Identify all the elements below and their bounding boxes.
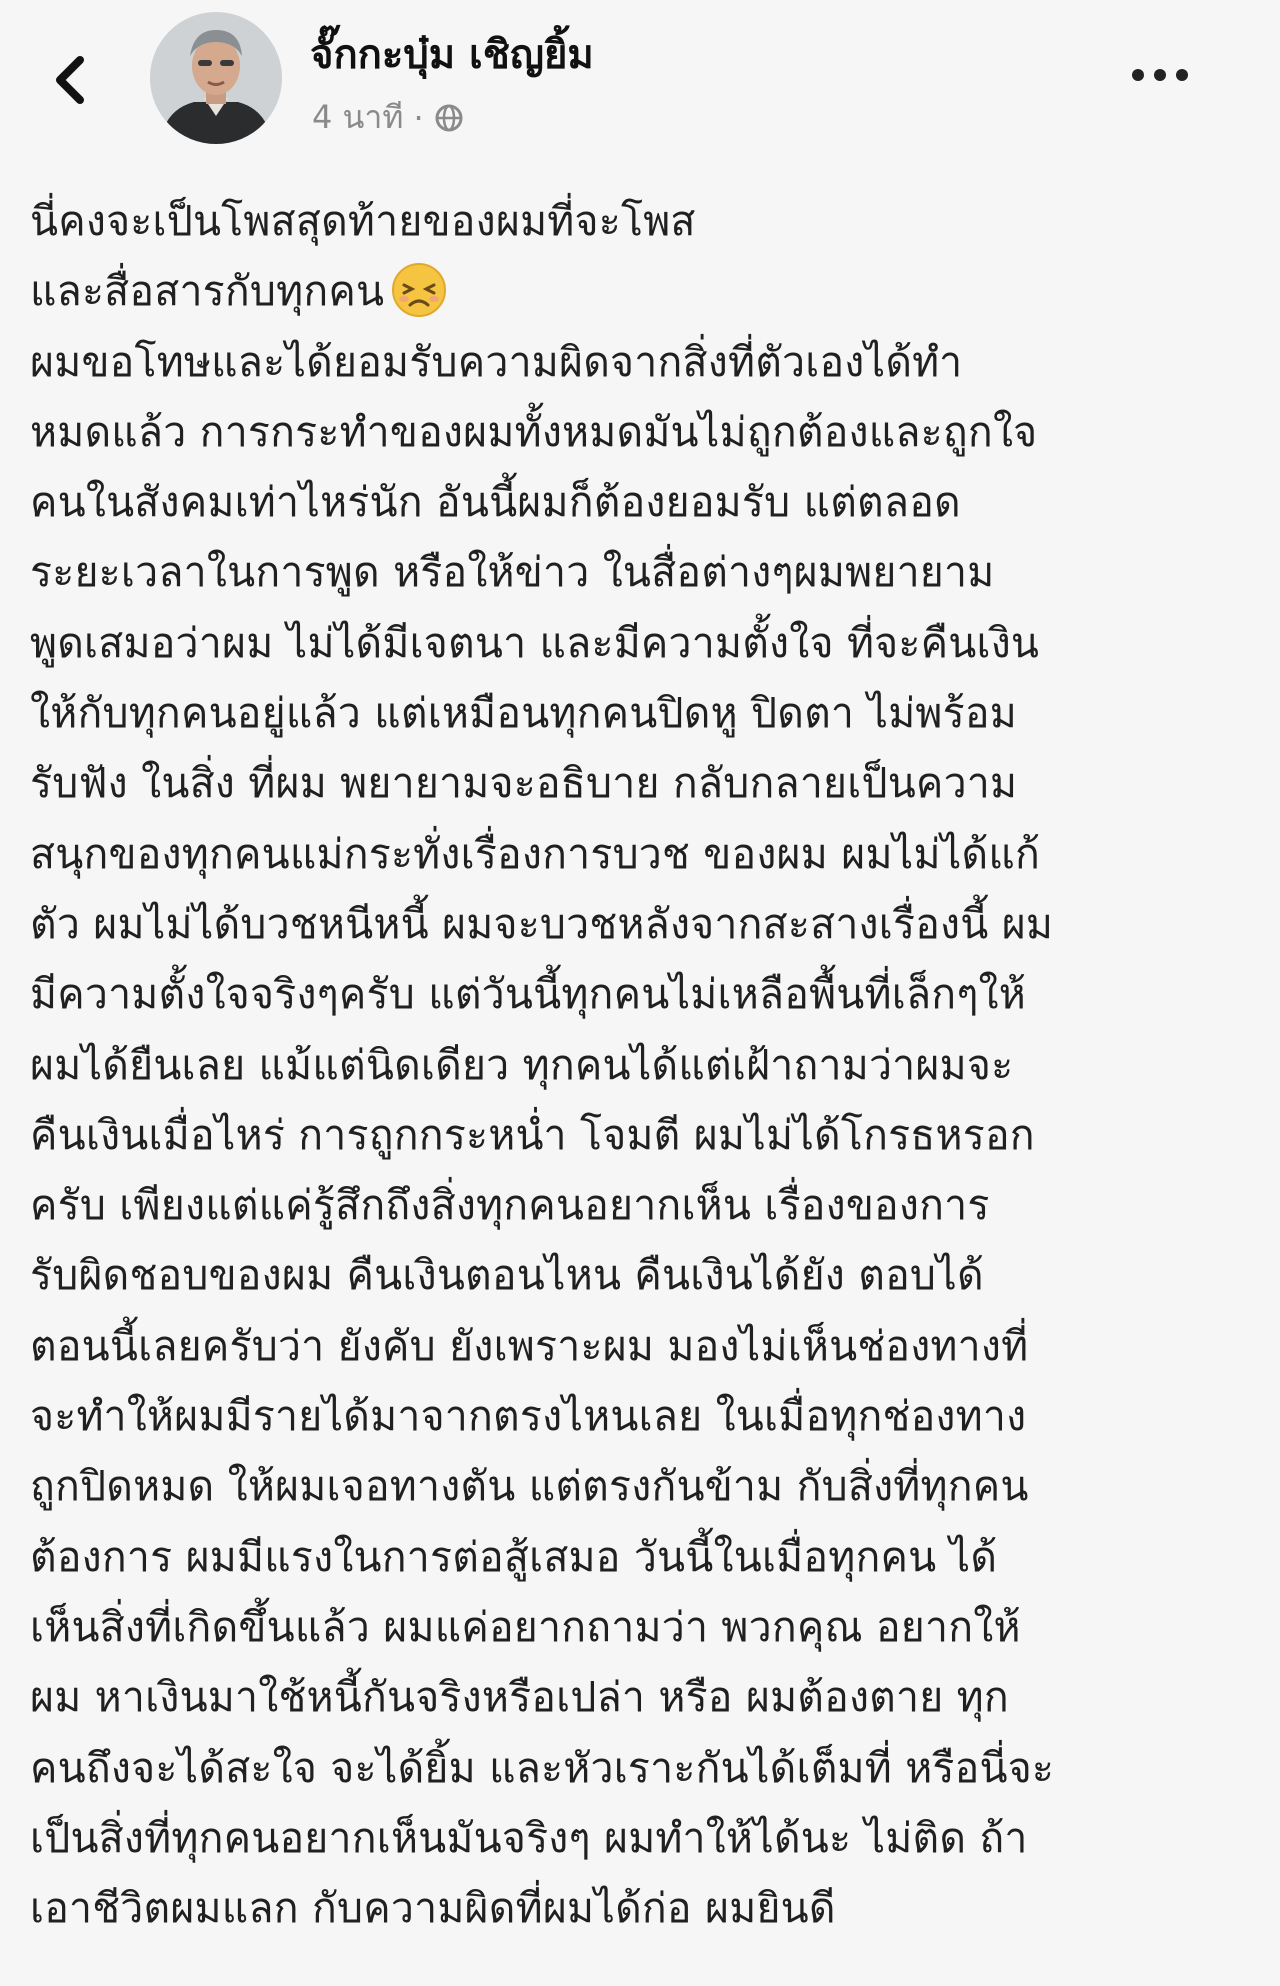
post-line: ให้กับทุกคนอยู่แล้ว แต่เหมือนทุกคนปิดหู ปิดตา ไม่พร้อม (30, 689, 1017, 738)
post-line: ครับ เพียงแต่แค่รู้สึกถึงสิ่งทุกคนอยากเห็น เรื่องของการ (30, 1181, 990, 1230)
post-time[interactable]: 4 นาที (312, 98, 404, 136)
post-line: จะทำให้ผมมีรายได้มาจากตรงไหนเลย ในเมื่อทุกช่องทาง (30, 1392, 1027, 1441)
post-line: รับผิดชอบของผม คืนเงินตอนไหน คืนเงินได้ยัง ตอบได้ (30, 1251, 984, 1300)
back-button[interactable] (40, 40, 100, 120)
globe-icon[interactable] (434, 103, 464, 133)
post-line-text: และสื่อสารกับทุกคน (30, 267, 385, 316)
post-line: ถูกปิดหมด ให้ผมเจอทางตัน แต่ตรงกันข้าม กับสิ่งที่ทุกคน (30, 1462, 1029, 1511)
post-line: คนในสังคมเท่าไหร่นัก อันนี้ผมก็ต้องยอมรับ แต่ตลอด (30, 478, 961, 527)
persevering-face-emoji-icon (390, 261, 448, 319)
author-name[interactable]: จั๊กกะบุ๋ม เชิญยิ้ม (310, 32, 594, 78)
post-line: ตัว ผมไม่ได้บวชหนีหนี้ ผมจะบวชหลังจากสะสางเรื่องนี้ ผม (30, 899, 1054, 948)
post-line: เป็นสิ่งที่ทุกคนอยากเห็นมันจริงๆ ผมทำให้ได้นะ ไม่ติด ถ้า (30, 1813, 1028, 1862)
post-line: คืนเงินเมื่อไหร่ การถูกกระหน่ำ โจมตี ผมไม่ได้โกรธหรอก (30, 1110, 1035, 1159)
post-line: เอาชีวิตผมแลก กับความผิดที่ผมได้ก่อ ผมยินดี (30, 1884, 836, 1933)
chevron-left-icon (50, 52, 90, 108)
post-line: รับฟัง ในสิ่ง ที่ผม พยายามจะอธิบาย กลับกลายเป็นความ (30, 759, 1018, 808)
post-header (0, 0, 1280, 150)
avatar-image (150, 12, 282, 144)
meta-separator: · (413, 98, 424, 137)
post-text (30, 186, 1260, 1943)
post-line: มีความตั้งใจจริงๆครับ แต่วันนี้ทุกคนไม่เหลือพื้นที่เล็กๆให้ (30, 970, 1026, 1019)
post-line: นี่คงจะเป็นโพสสุดท้ายของผมที่จะโพส (30, 197, 696, 245)
post-line: ผม หาเงินมาใช้หนี้กันจริงหรือเปล่า หรือ ผมต้องตาย ทุก (30, 1673, 1009, 1722)
post-line: ระยะเวลาในการพูด หรือให้ข่าว ในสื่อต่างๆผมพยายาม (30, 548, 995, 597)
post-line: ต้องการ ผมมีแรงในการต่อสู้เสมอ วันนี้ในเมื่อทุกคน ได้ (30, 1532, 998, 1581)
post-line: หมดแล้ว การกระทำของผมทั้งหมดมันไม่ถูกต้องและถูกใจ (30, 407, 1038, 456)
post-line: สนุกของทุกคนแม่กระทั่งเรื่องการบวช ของผม ผมไม่ได้แก้ (30, 829, 1041, 878)
post-line: คนถึงจะได้สะใจ จะได้ยิ้ม และหัวเราะกันได้เต็มที่ หรือนี่จะ (30, 1743, 1055, 1792)
avatar[interactable] (150, 12, 282, 144)
post-line: ผมขอโทษและได้ยอมรับความผิดจากสิ่งที่ตัวเองได้ทำ (30, 337, 963, 386)
post-line: ตอนนี้เลยครับว่า ยังคับ ยังเพราะผม มองไม่เห็นช่องทางที่ (30, 1321, 1029, 1370)
post-line: พูดเสมอว่าผม ไม่ได้มีเจตนา และมีความตั้งใจ ที่จะคืนเงิน (30, 618, 1040, 667)
more-options-button[interactable] (1120, 55, 1200, 95)
post-line: ผมได้ยืนเลย แม้แต่นิดเดียว ทุกคนได้แต่เฝ้าถามว่าผมจะ (30, 1040, 1014, 1089)
more-horizontal-icon (1130, 67, 1190, 83)
post-line-with-emoji (30, 256, 1260, 326)
post-meta (312, 92, 464, 143)
post-line: เห็นสิ่งที่เกิดขึ้นแล้ว ผมแค่อยากถามว่า พวกคุณ อยากให้ (30, 1602, 1021, 1651)
